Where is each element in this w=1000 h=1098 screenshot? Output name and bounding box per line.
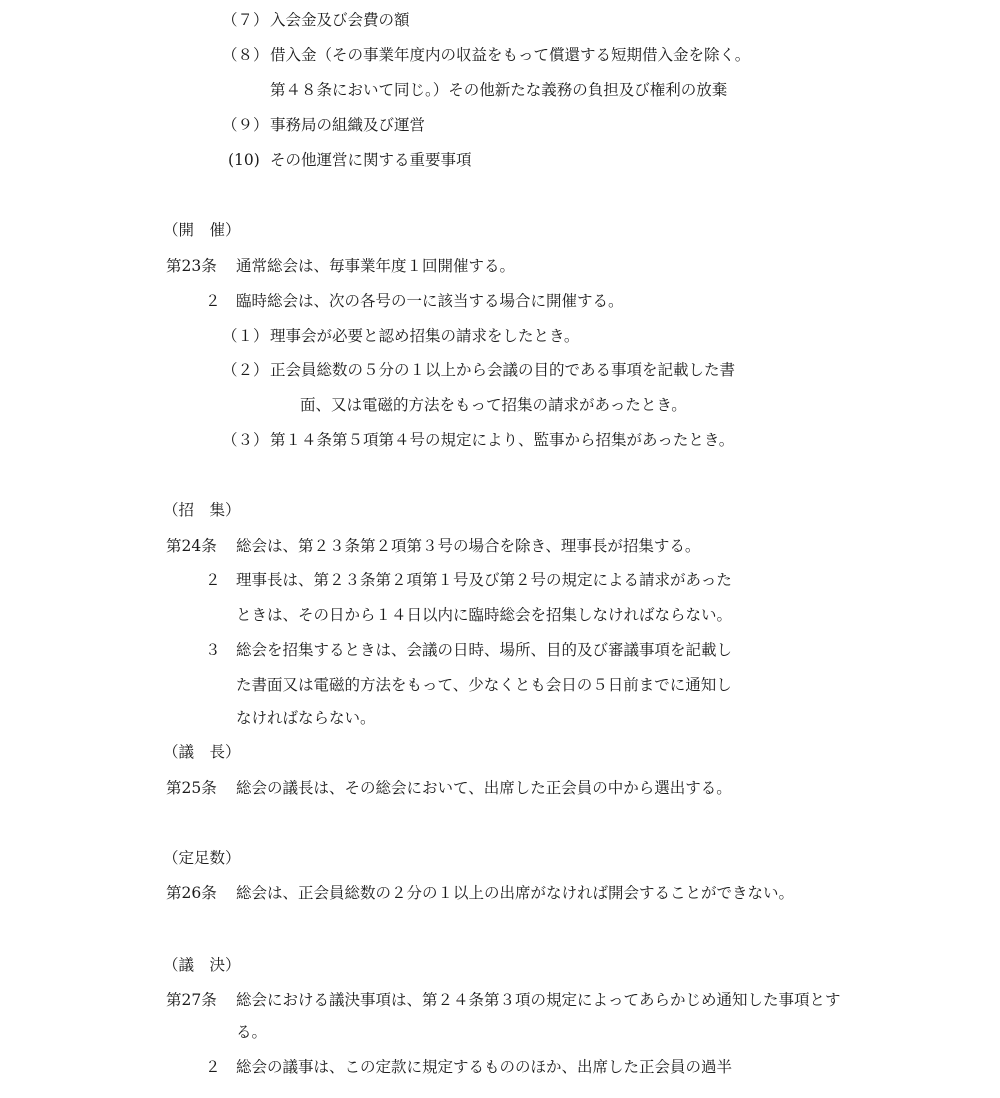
paragraph-number: ２	[205, 292, 221, 310]
item-text: 入会金及び会費の額	[270, 11, 410, 29]
paragraph-text: 臨時総会は、次の各号の一に該当する場合に開催する。	[236, 292, 624, 310]
article-text: 総会の議長は、その総会において、出席した正会員の中から選出する。	[236, 779, 732, 797]
article-text: 総会は、正会員総数の２分の１以上の出席がなければ開会することができない。	[236, 884, 795, 902]
item-number: （９）	[222, 116, 269, 134]
item-number: （１）	[222, 327, 269, 345]
article-heading: （議 決）	[163, 956, 241, 974]
paragraph-number: ３	[205, 641, 221, 659]
article-text: 総会における議決事項は、第２４条第３項の規定によってあらかじめ通知した事項とす	[236, 991, 841, 1009]
item-number: （７）	[222, 11, 269, 29]
item-text: 事務局の組織及び運営	[270, 116, 426, 134]
paragraph-text: なければならない。	[236, 709, 376, 727]
article-text: 通常総会は、毎事業年度１回開催する。	[236, 257, 516, 275]
item-text: 正会員総数の５分の１以上から会議の目的である事項を記載した書	[270, 361, 736, 379]
article-label: 第23条	[166, 257, 217, 275]
article-label: 第27条	[166, 991, 217, 1009]
article-label: 第25条	[166, 779, 217, 797]
article-label: 第26条	[166, 884, 217, 902]
item-number: （３）	[222, 431, 269, 449]
paragraph-text: た書面又は電磁的方法をもって、少なくとも会日の５日前までに通知し	[236, 676, 732, 694]
article-heading: （招 集）	[163, 501, 241, 519]
article-heading: （定足数）	[163, 849, 241, 867]
article-text: 総会は、第２３条第２項第３号の場合を除き、理事長が招集する。	[236, 537, 701, 555]
item-text: 理事会が必要と認め招集の請求をしたとき。	[270, 327, 580, 345]
item-text: その他運営に関する重要事項	[270, 151, 472, 169]
paragraph-text: 総会の議事は、この定款に規定するもののほか、出席した正会員の過半	[236, 1058, 733, 1076]
paragraph-text: 理事長は、第２３条第２項第１号及び第２号の規定による請求があった	[236, 571, 732, 589]
paragraph-text: ときは、その日から１４日以内に臨時総会を招集しなければならない。	[236, 606, 733, 624]
item-text-continued: 第４８条において同じ。）その他新たな義務の負担及び権利の放棄	[270, 81, 728, 99]
paragraph-number: ２	[205, 1058, 221, 1076]
item-text: 借入金（その事業年度内の収益をもって償還する短期借入金を除く。	[270, 46, 751, 64]
item-number: （２）	[222, 361, 269, 379]
paragraph-number: ２	[205, 571, 221, 589]
item-number: (10)	[228, 151, 260, 169]
item-text-continued: 面、又は電磁的方法をもって招集の請求があったとき。	[300, 396, 687, 414]
item-text: 第１４条第５項第４号の規定により、監事から招集があったとき。	[270, 431, 735, 449]
item-number: （８）	[222, 46, 269, 64]
article-label: 第24条	[166, 537, 217, 555]
article-heading: （議 長）	[163, 743, 241, 761]
article-heading: （開 催）	[163, 221, 241, 239]
paragraph-text: 総会を招集するときは、会議の日時、場所、目的及び審議事項を記載し	[236, 641, 733, 659]
article-text: る。	[236, 1023, 268, 1041]
